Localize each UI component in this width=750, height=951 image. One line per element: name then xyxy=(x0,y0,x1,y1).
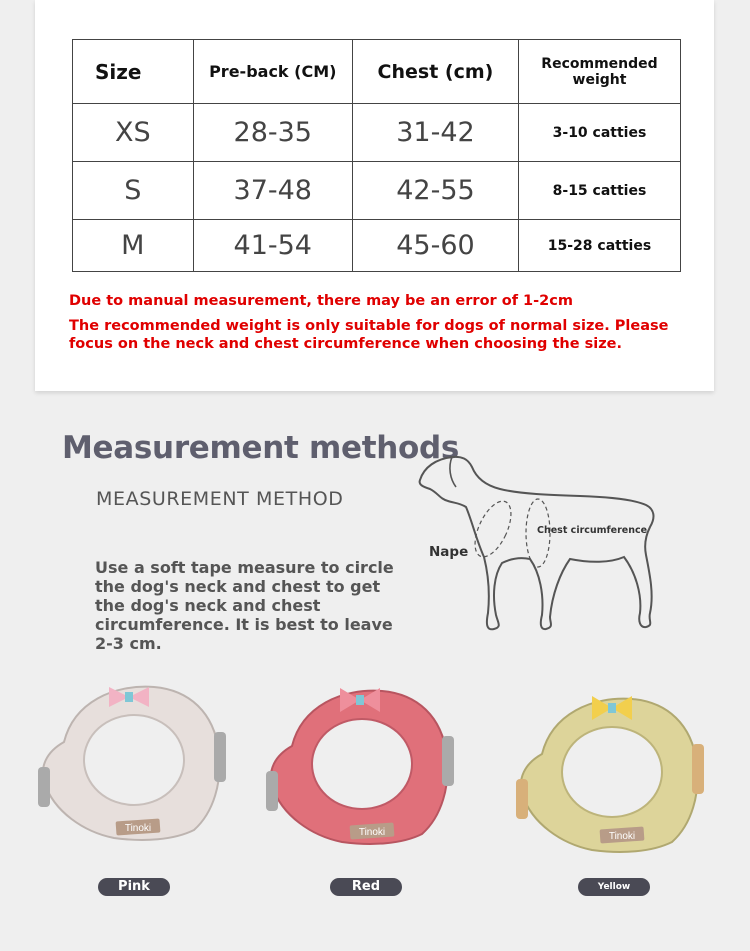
measurement-subtitle: MEASUREMENT METHOD xyxy=(96,488,344,510)
chest-cell: 45-60 xyxy=(352,220,518,272)
size-cell: XS xyxy=(73,104,194,162)
table-header-row xyxy=(73,40,681,104)
weight-cell: 3-10 catties xyxy=(518,104,680,162)
harness-image-pink xyxy=(34,672,234,847)
back-cell: 41-54 xyxy=(193,220,352,272)
color-label-red: Red xyxy=(330,878,402,896)
header-size: Size xyxy=(73,40,194,104)
error-note: Due to manual measurement, there may be an error of 1-2cm xyxy=(69,293,573,309)
harness-image-red xyxy=(262,676,462,851)
measurement-description: Use a soft tape measure to circle the dog's neck and chest to get the dog's neck and chest circumference. It is best to leave 2-3 cm. xyxy=(95,558,394,653)
weight-cell: 8-15 catties xyxy=(518,162,680,220)
table-row xyxy=(73,104,681,162)
size-cell: S xyxy=(73,162,194,220)
measurement-title: Measurement methods xyxy=(62,430,460,466)
size-table xyxy=(72,39,681,272)
back-cell: 37-48 xyxy=(193,162,352,220)
weight-cell: 15-28 catties xyxy=(518,220,680,272)
brand-tag-text: Tinoki xyxy=(358,827,386,838)
header-weight: Recommended weight xyxy=(518,40,680,104)
harness-image-yellow xyxy=(512,684,712,859)
brand-tag-text: Tinoki xyxy=(608,831,636,842)
back-cell: 28-35 xyxy=(193,104,352,162)
color-label-pink: Pink xyxy=(98,878,170,896)
size-cell: M xyxy=(73,220,194,272)
chest-cell: 42-55 xyxy=(352,162,518,220)
header-back: Pre-back (CM) xyxy=(193,40,352,104)
nape-label: Nape xyxy=(429,544,469,560)
table-row xyxy=(73,220,681,272)
color-label-yellow: Yellow xyxy=(578,878,650,896)
chest-circumference-label: Chest circumference xyxy=(537,525,648,536)
header-chest: Chest (cm) xyxy=(352,40,518,104)
brand-tag-text: Tinoki xyxy=(124,823,152,834)
table-row xyxy=(73,162,681,220)
chest-cell: 31-42 xyxy=(352,104,518,162)
weight-note: The recommended weight is only suitable for dogs of normal size. Please focus on the neck and chest circumference when choosing the size. xyxy=(69,318,669,352)
